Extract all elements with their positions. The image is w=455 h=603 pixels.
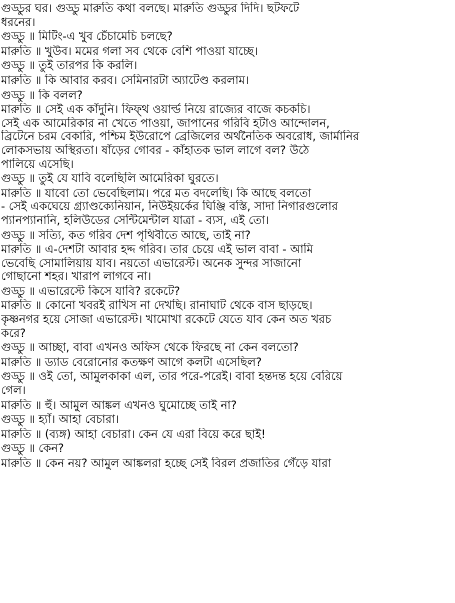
dialogue-paragraph <box>1 103 451 171</box>
text-line: করে? <box>1 326 26 340</box>
dialogue-paragraph <box>1 341 451 355</box>
text-line: গুড্ডু ॥ তুই তারপর কি করলি। <box>1 59 138 73</box>
text-line: গোছানো শহর। খারাপ লাগবে না। <box>1 270 152 284</box>
dialogue-paragraph <box>1 413 451 427</box>
text-line: লোকসভায় অস্থিরতা। ষাঁড়ের গোবর - কাঁহাতক ভাল লাগে বল? উঠে <box>1 143 310 157</box>
text-line: গুড্ডু ॥ ওই তো, আমুলকাকা এল, তার পরে-পরেই। বাবা হন্তদন্ত হয়ে বেরিয়ে <box>1 370 343 384</box>
text-line: মারুতি ॥ (ব্যঙ্গ) আহা বেচারা। কেন যে এরা বিয়ে করে ছাই! <box>1 427 266 441</box>
dialogue-paragraph <box>1 285 451 299</box>
dialogue-paragraph <box>1 299 451 340</box>
dialogue-paragraph <box>1 370 451 397</box>
text-line: সেই এক আমেরিকার না খেতে পাওয়া, জাপানের গরিবি হটাও আন্দোলন, <box>1 116 330 130</box>
text-line: মারুতি ॥ ড্যাড বেরোনোর কতক্ষণ আগে কলটা এসেছিল? <box>1 355 262 369</box>
text-line: গুড্ডু ॥ তুই যে যাবি বলেছিলি আমেরিকা ঘুরতে। <box>1 172 219 186</box>
text-line: গুড্ডুর ঘর। গুড্ডু মারুতি কথা বলছে। মারুতি গুড্ডুর দিদি। ছটফটে <box>1 2 300 15</box>
text-line: ভেবেছি সোমালিয়ায় যাব। নয়তো এভারেস্ট। অনেক সুন্দর সাজানো <box>1 256 302 270</box>
text-line: গুড্ডু ॥ হ্যাঁ। আহা বেচারা। <box>1 413 120 427</box>
text-line: গুড্ডু ॥ মিটিং-এ খুব চেঁচামেচি চলছে? <box>1 30 173 44</box>
dialogue-paragraph <box>1 229 451 243</box>
text-line: মারুতি ॥ কেন নয়? আমুল আঙ্কলরা হচ্ছে সেই বিরল প্রজাতির গেঁড়ে যারা <box>1 457 332 470</box>
dialogue-paragraph <box>1 30 451 44</box>
dialogue-paragraph <box>1 428 451 442</box>
dialogue-paragraph <box>1 356 451 370</box>
text-line: - সেই একঘেয়ে গ্র্যাণ্ডক্যেনিয়ান, নিউইয়র্কের ঘিঞ্জি বস্তি, সাদা নিগারগুলোর <box>1 200 338 214</box>
text-line: কৃষ্ণনগর হয়ে সোজা এভারেস্ট। খামোখা রকেটে যেতে যাব কেন অত খরচ <box>1 313 332 327</box>
text-line: গুড্ডু ॥ কেন? <box>1 442 64 456</box>
text-line: গুড্ডু ॥ কি বলল? <box>1 88 83 102</box>
dialogue-paragraph <box>1 399 451 413</box>
dialogue-paragraph <box>1 187 451 228</box>
dialogue-paragraph <box>1 442 451 456</box>
text-line: মারুতি ॥ কোনো খবরই রাখিস না দেখছি। রানাঘাট থেকে বাস ছাড়ছে। <box>1 299 313 313</box>
text-line: প্যানপ্যানানি, হলিউডের সেন্টিমেন্টাল যাত্রা - ব্যস, এই তো। <box>1 213 270 227</box>
text-line: গুড্ডু ॥ আচ্ছা, বাবা এখনও অফিস থেকে ফিরছে না কেন বলতো? <box>1 341 299 355</box>
text-line: ব্রিটেনে চরম বেকারি, পশ্চিম ইউরোপে ব্রেজিলের অর্থনৈতিক অবরোধ, জার্মানির <box>1 130 360 144</box>
dialogue-paragraph <box>1 457 451 471</box>
text-line: মারুতি ॥ সেই এক কাঁদুনি। ফিফ্থ ওয়ার্ল্ড নিয়ে রাজ্যের বাজে কচকচি। <box>1 103 311 117</box>
dialogue-paragraph <box>1 59 451 73</box>
text-line: গুড্ডু ॥ সত্যি, কত গরিব দেশ পৃথিবীতে আছে, তাই না? <box>1 228 251 242</box>
dialogue-paragraph <box>1 243 451 284</box>
text-line: গুড্ডু ॥ এভারেস্টে কিসে যাবি? রকেটে? <box>1 284 181 298</box>
text-line: মারুতি ॥ যাবো তো ভেবেছিলাম। পরে মত বদলেছি। কি আছে বলতো <box>1 186 312 200</box>
dialogue-paragraph <box>1 89 451 103</box>
text-line: মারুতি ॥ হুঁ। আমুল আঙ্কল এখনও ঘুমোচ্ছে তাই না? <box>1 398 237 412</box>
dialogue-paragraph <box>1 172 451 186</box>
dialogue-paragraph <box>1 2 451 29</box>
dialogue-paragraph <box>1 45 451 59</box>
text-line: মারুতি ॥ কি আবার করব। সেমিনারটা অ্যাটেণ্ড করলাম। <box>1 73 249 87</box>
text-line: ধরনের। <box>1 15 36 29</box>
dialogue-paragraph <box>1 74 451 88</box>
text-line: মারুতি ॥ খুউব। মমের গলা সব থেকে বেশি পাওয়া যাচ্ছে। <box>1 44 258 58</box>
text-line: মারুতি ॥ এ-দেশটা আবার হদ্দ গরিব। তার চেয়ে এই ভাল বাবা - আমি <box>1 243 314 257</box>
text-line: পালিয়ে এসেছি। <box>1 157 74 171</box>
text-line: গেল। <box>1 384 26 398</box>
